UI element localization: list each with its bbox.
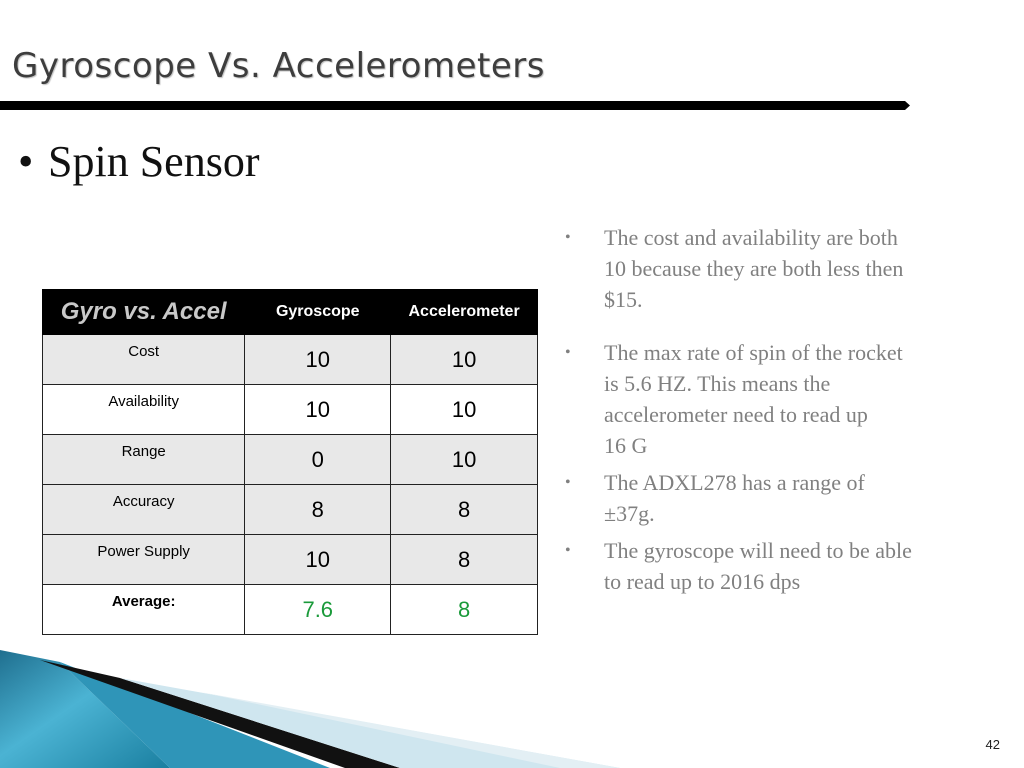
row-label: Average: (43, 585, 245, 635)
note-text: The max rate of spin of the rocket is 5.6 HZ. This means the accelerometer need to read up 16 G (604, 340, 903, 458)
table-row (43, 385, 538, 435)
row-label: Cost (43, 335, 245, 385)
gyroscope-average: 7.6 (245, 585, 391, 635)
table-row (43, 435, 538, 485)
gyroscope-value: 8 (245, 485, 391, 535)
page-number: 42 (985, 737, 1000, 752)
bullet-icon: • (565, 542, 571, 559)
column-header-gyroscope: Gyroscope (245, 290, 391, 335)
accelerometer-value: 10 (391, 385, 538, 435)
gyroscope-value: 10 (245, 385, 391, 435)
table-row (43, 535, 538, 585)
bullet-icon: • (565, 344, 571, 361)
column-header-accelerometer: Accelerometer (391, 290, 538, 335)
bullet-icon: • (565, 229, 571, 246)
title-divider (0, 101, 910, 110)
table-corner-header: Gyro vs. Accel (43, 290, 245, 335)
list-item (565, 222, 1015, 315)
note-text: The cost and availability are both 10 because they are both less then $15. (604, 225, 904, 312)
accelerometer-value: 10 (391, 335, 538, 385)
accelerometer-value: 8 (391, 485, 538, 535)
bullet-icon: • (565, 474, 571, 491)
row-label: Range (43, 435, 245, 485)
main-bullet (18, 136, 259, 187)
accelerometer-value: 10 (391, 435, 538, 485)
gyroscope-value: 0 (245, 435, 391, 485)
gyroscope-value: 10 (245, 335, 391, 385)
slide-title: Gyroscope Vs. Accelerometers (12, 46, 545, 86)
main-bullet-text: Spin Sensor (48, 137, 260, 186)
comparison-table (42, 289, 538, 635)
table-row (43, 485, 538, 535)
note-text: The ADXL278 has a range of ±37g. (604, 470, 865, 526)
notes-list (565, 222, 1015, 619)
gyroscope-value: 10 (245, 535, 391, 585)
table-row (43, 335, 538, 385)
table-row-average (43, 585, 538, 635)
list-item (565, 337, 1015, 461)
accelerometer-value: 8 (391, 535, 538, 585)
bullet-icon: • (18, 137, 34, 186)
list-item (565, 467, 1015, 529)
table-header-row (43, 290, 538, 335)
row-label: Accuracy (43, 485, 245, 535)
row-label: Power Supply (43, 535, 245, 585)
accelerometer-average: 8 (391, 585, 538, 635)
decorative-corner-graphic (0, 640, 620, 768)
list-item (565, 535, 1015, 597)
row-label: Availability (43, 385, 245, 435)
note-text: The gyroscope will need to be able to read up to 2016 dps (604, 538, 912, 594)
